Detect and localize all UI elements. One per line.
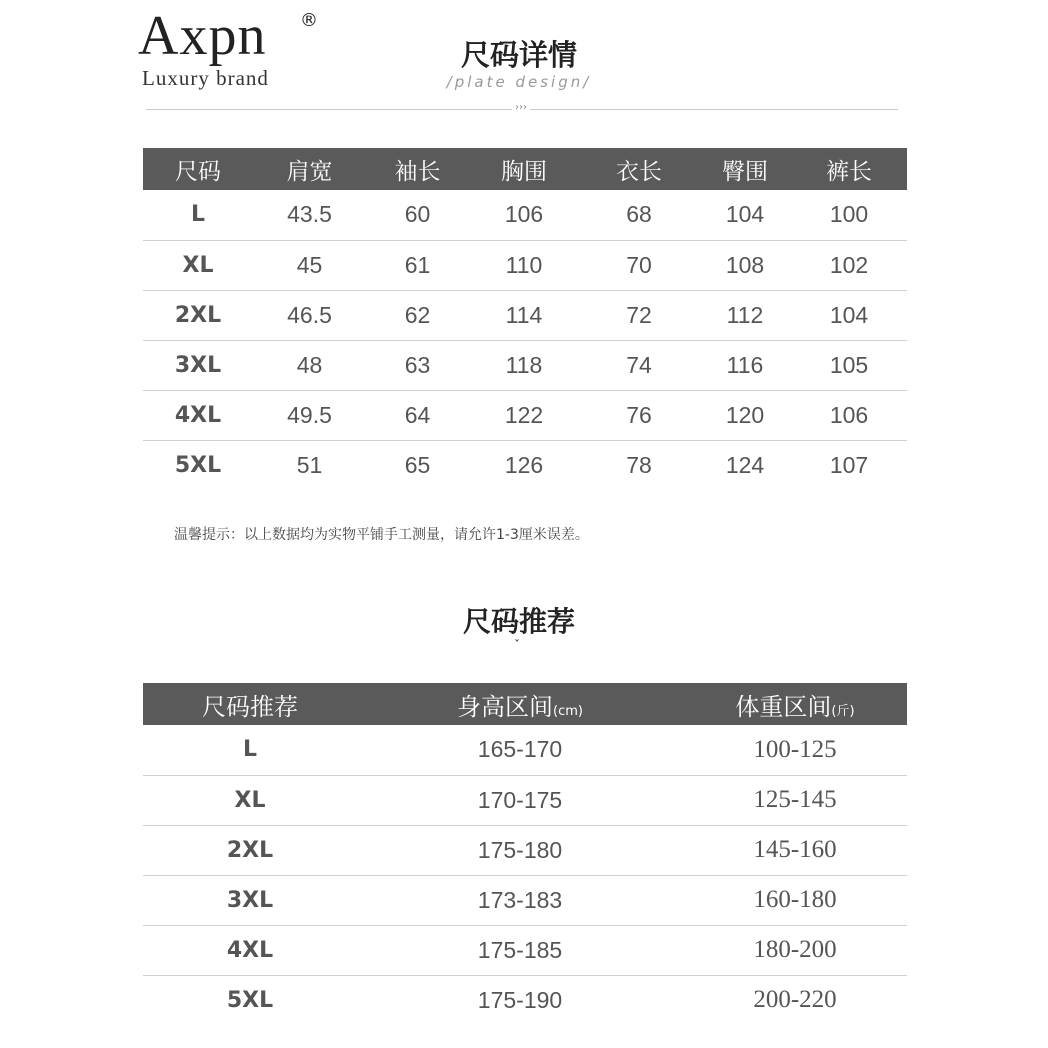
col-header-size-recommend: 尺码推荐 xyxy=(202,692,298,721)
table-cell: 62 xyxy=(366,290,469,340)
table-cell: 78 xyxy=(626,451,652,478)
weight-cell: 145-160 xyxy=(683,825,907,875)
table-row xyxy=(143,290,907,340)
size-details-header-row xyxy=(143,148,907,190)
table-cell: 116 xyxy=(699,340,791,390)
col-header-chest: 胸围 xyxy=(501,158,547,185)
height-cell: 175-180 xyxy=(357,825,683,875)
col-header-sleeve: 袖长 xyxy=(394,158,441,185)
table-row xyxy=(143,390,907,440)
brand-tagline: Luxury brand xyxy=(142,66,269,90)
table-row xyxy=(143,725,907,775)
table-row xyxy=(143,190,907,240)
table-cell: 49.5 xyxy=(253,390,366,440)
size-details-title: 尺码详情 xyxy=(460,38,577,72)
table-cell: 118 xyxy=(469,340,579,390)
table-cell: 63 xyxy=(366,340,469,390)
table-cell: 65 xyxy=(404,451,431,478)
size-cell: XL xyxy=(143,775,357,825)
col-header-shoulder: 肩宽 xyxy=(286,158,333,185)
size-cell: L xyxy=(143,190,253,240)
size-details-table xyxy=(143,148,907,490)
table-cell: 100 xyxy=(791,190,907,240)
table-cell: 104 xyxy=(699,190,791,240)
table-cell: 106 xyxy=(469,190,579,240)
table-cell: 51 xyxy=(296,451,323,478)
table-cell: 106 xyxy=(791,390,907,440)
size-cell: 4XL xyxy=(143,390,253,440)
table-cell: 48 xyxy=(253,340,366,390)
measurement-note: 温馨提示：以上数据均为实物平铺手工测量，请允许1-3厘米误差。 xyxy=(174,527,589,543)
col-header-height-range: 身高区间(cm) xyxy=(457,692,583,721)
size-cell: 2XL xyxy=(143,290,253,340)
table-row xyxy=(143,875,907,925)
table-row xyxy=(143,775,907,825)
weight-cell: 125-145 xyxy=(683,775,907,825)
table-cell: 76 xyxy=(579,390,699,440)
table-cell: 74 xyxy=(579,340,699,390)
size-cell: L xyxy=(143,725,357,775)
table-cell: 60 xyxy=(366,190,469,240)
col-header-length: 衣长 xyxy=(616,158,662,185)
height-cell: 175-190 xyxy=(477,986,563,1013)
col-header-pants-length: 裤长 xyxy=(826,158,872,185)
table-row xyxy=(143,925,907,975)
size-cell: 5XL xyxy=(174,452,222,478)
size-recommend-header-row xyxy=(143,683,907,725)
size-recommend-table xyxy=(143,683,907,1025)
weight-cell: 160-180 xyxy=(683,875,907,925)
table-cell: 43.5 xyxy=(253,190,366,240)
chevron-down-icon: ˇ xyxy=(514,638,520,652)
table-cell: 102 xyxy=(791,240,907,290)
table-cell: 61 xyxy=(366,240,469,290)
brand-logo xyxy=(138,4,338,94)
table-cell: 122 xyxy=(469,390,579,440)
table-cell: 107 xyxy=(829,451,869,478)
height-cell: 173-183 xyxy=(357,875,683,925)
table-cell: 68 xyxy=(579,190,699,240)
height-cell: 170-175 xyxy=(357,775,683,825)
table-row xyxy=(143,440,907,490)
table-cell: 70 xyxy=(579,240,699,290)
table-cell: 105 xyxy=(791,340,907,390)
brand-name: Axpn xyxy=(138,5,267,67)
table-cell: 64 xyxy=(366,390,469,440)
col-header-size: 尺码 xyxy=(175,158,221,185)
size-details-subtitle: /plate design/ xyxy=(446,73,592,91)
table-cell: 104 xyxy=(791,290,907,340)
size-cell: 5XL xyxy=(226,987,274,1013)
registered-mark: ® xyxy=(300,10,318,31)
col-header-weight-range: 体重区间(斤) xyxy=(735,692,855,721)
size-cell: XL xyxy=(143,240,253,290)
table-cell: 112 xyxy=(699,290,791,340)
table-cell: 46.5 xyxy=(253,290,366,340)
size-cell: 4XL xyxy=(143,925,357,975)
height-cell: 175-185 xyxy=(357,925,683,975)
size-cell: 2XL xyxy=(143,825,357,875)
table-row xyxy=(143,240,907,290)
table-cell: 126 xyxy=(504,451,544,478)
weight-cell: 100-125 xyxy=(683,725,907,775)
weight-cell: 180-200 xyxy=(683,925,907,975)
table-cell: 110 xyxy=(469,240,579,290)
table-cell: 108 xyxy=(699,240,791,290)
table-row xyxy=(143,340,907,390)
table-cell: 124 xyxy=(725,451,765,478)
divider-arrows-icon: ››› xyxy=(512,101,530,115)
height-cell: 165-170 xyxy=(357,725,683,775)
table-cell: 72 xyxy=(579,290,699,340)
size-cell: 3XL xyxy=(143,340,253,390)
col-header-hip: 臀围 xyxy=(722,158,768,185)
size-recommend-title: 尺码推荐 xyxy=(462,605,575,638)
table-cell: 120 xyxy=(699,390,791,440)
table-row xyxy=(143,825,907,875)
weight-cell: 200-220 xyxy=(753,986,837,1014)
table-cell: 45 xyxy=(253,240,366,290)
table-cell: 114 xyxy=(469,290,579,340)
size-cell: 3XL xyxy=(143,875,357,925)
table-row xyxy=(143,975,907,1025)
